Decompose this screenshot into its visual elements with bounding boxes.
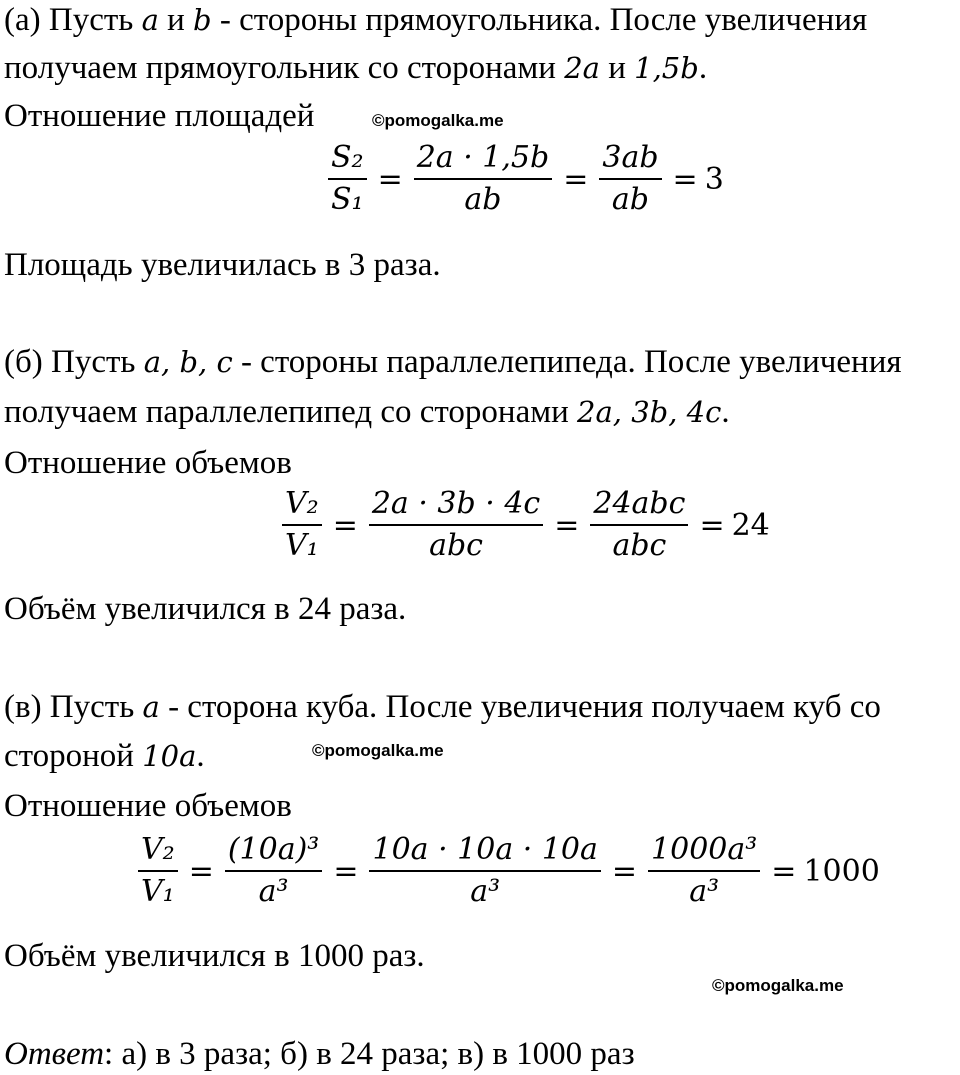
numerator: V₂ — [138, 832, 178, 872]
math-var: b — [193, 3, 212, 37]
equals-sign: = — [771, 853, 797, 889]
part-b-ratio-label — [4, 443, 292, 483]
equation-a — [322, 140, 724, 218]
watermark: ©pomogalka.me — [312, 741, 444, 760]
numerator: 1000a³ — [648, 832, 760, 872]
denominator: abc — [612, 528, 667, 563]
equals-sign: = — [672, 161, 698, 197]
text: и — [599, 50, 635, 86]
part-c-ratio-label — [4, 786, 292, 826]
part-a-ratio-label — [4, 96, 314, 136]
numerator: 2a · 1,5b — [414, 140, 553, 180]
text: и — [158, 2, 194, 38]
denominator: ab — [611, 182, 649, 217]
fraction — [648, 832, 760, 910]
part-b-conclusion — [4, 589, 406, 629]
fraction — [599, 140, 661, 218]
text: - стороны параллелепипеда. После увеличения — [232, 344, 902, 380]
denominator: a³ — [258, 874, 289, 909]
math-expr: 2a — [564, 51, 600, 85]
text: получаем параллелепипед со сторонами — [4, 394, 578, 430]
text: . — [721, 394, 730, 430]
text: . — [196, 738, 205, 774]
equals-sign: = — [611, 853, 638, 889]
fraction — [328, 140, 367, 218]
equation-b — [276, 486, 770, 564]
text: (в) Пусть — [4, 689, 143, 725]
denominator: a³ — [689, 874, 720, 909]
result: 3 — [704, 161, 724, 197]
text: Отношение объемов — [4, 788, 292, 824]
text: Отношение площадей — [4, 98, 315, 134]
equals-sign: = — [332, 507, 358, 543]
fraction — [225, 832, 323, 910]
denominator: V₁ — [141, 874, 175, 909]
numerator: 2a · 3b · 4c — [369, 486, 543, 526]
part-a-conclusion — [4, 245, 441, 285]
result: 24 — [731, 507, 770, 543]
denominator: ab — [464, 182, 502, 217]
numerator: (10a)³ — [225, 832, 323, 872]
math-expr: 2a, 3b, 4c — [577, 395, 722, 429]
answer-line — [4, 1034, 635, 1074]
text: - сторона куба. После увеличения получаем куб со — [159, 689, 881, 725]
text: . — [698, 50, 708, 86]
text: стороной — [4, 738, 143, 774]
equals-sign: = — [554, 507, 580, 543]
text: Объём увеличился в 1000 раз. — [4, 938, 425, 974]
part-c-conclusion — [4, 936, 425, 976]
part-c-line-2 — [4, 736, 205, 776]
math-vars: a, b, c — [143, 345, 233, 379]
fraction — [282, 486, 322, 564]
equals-sign: = — [188, 853, 214, 889]
equals-sign: = — [563, 161, 589, 197]
denominator: S₁ — [331, 182, 364, 217]
equals-sign: = — [699, 507, 725, 543]
math-var: a — [142, 690, 160, 724]
equals-sign: = — [333, 853, 359, 889]
denominator: V₁ — [285, 528, 319, 563]
text: Площадь увеличилась в 3 раза. — [4, 247, 441, 283]
numerator: 10a · 10a · 10a — [369, 832, 600, 872]
equals-sign: = — [377, 161, 403, 197]
numerator: 24abc — [590, 486, 688, 526]
fraction — [369, 486, 543, 564]
answer-label: Ответ — [4, 1036, 105, 1072]
answer-text: : а) в 3 раза; б) в 24 раза; в) в 1000 раз — [104, 1036, 635, 1072]
text: (б) Пусть — [4, 344, 144, 380]
part-a-line-1 — [4, 0, 867, 40]
text: - стороны прямоугольника. После увеличения — [211, 2, 868, 38]
text: Отношение объемов — [4, 445, 292, 481]
part-c-line-1 — [4, 687, 881, 727]
math-expr: 10a — [142, 739, 197, 773]
text: (а) Пусть — [4, 2, 142, 38]
fraction — [138, 832, 178, 910]
text: Объём увеличился в 24 раза. — [4, 591, 407, 627]
part-b-line-2 — [4, 392, 730, 432]
numerator: S₂ — [328, 140, 367, 180]
numerator: 3ab — [599, 140, 661, 180]
part-b-line-1 — [4, 342, 902, 382]
math-expr: 1,5b — [634, 51, 699, 85]
equation-c — [132, 832, 880, 910]
result: 1000 — [803, 853, 880, 889]
denominator: a³ — [470, 874, 501, 909]
part-a-line-2 — [4, 48, 707, 88]
fraction — [590, 486, 688, 564]
fraction — [369, 832, 600, 910]
math-var: a — [141, 3, 159, 37]
watermark: ©pomogalka.me — [712, 976, 844, 995]
numerator: V₂ — [282, 486, 322, 526]
denominator: abc — [429, 528, 483, 563]
fraction — [414, 140, 553, 218]
text: получаем прямоугольник со сторонами — [4, 50, 565, 86]
watermark: ©pomogalka.me — [372, 111, 504, 130]
